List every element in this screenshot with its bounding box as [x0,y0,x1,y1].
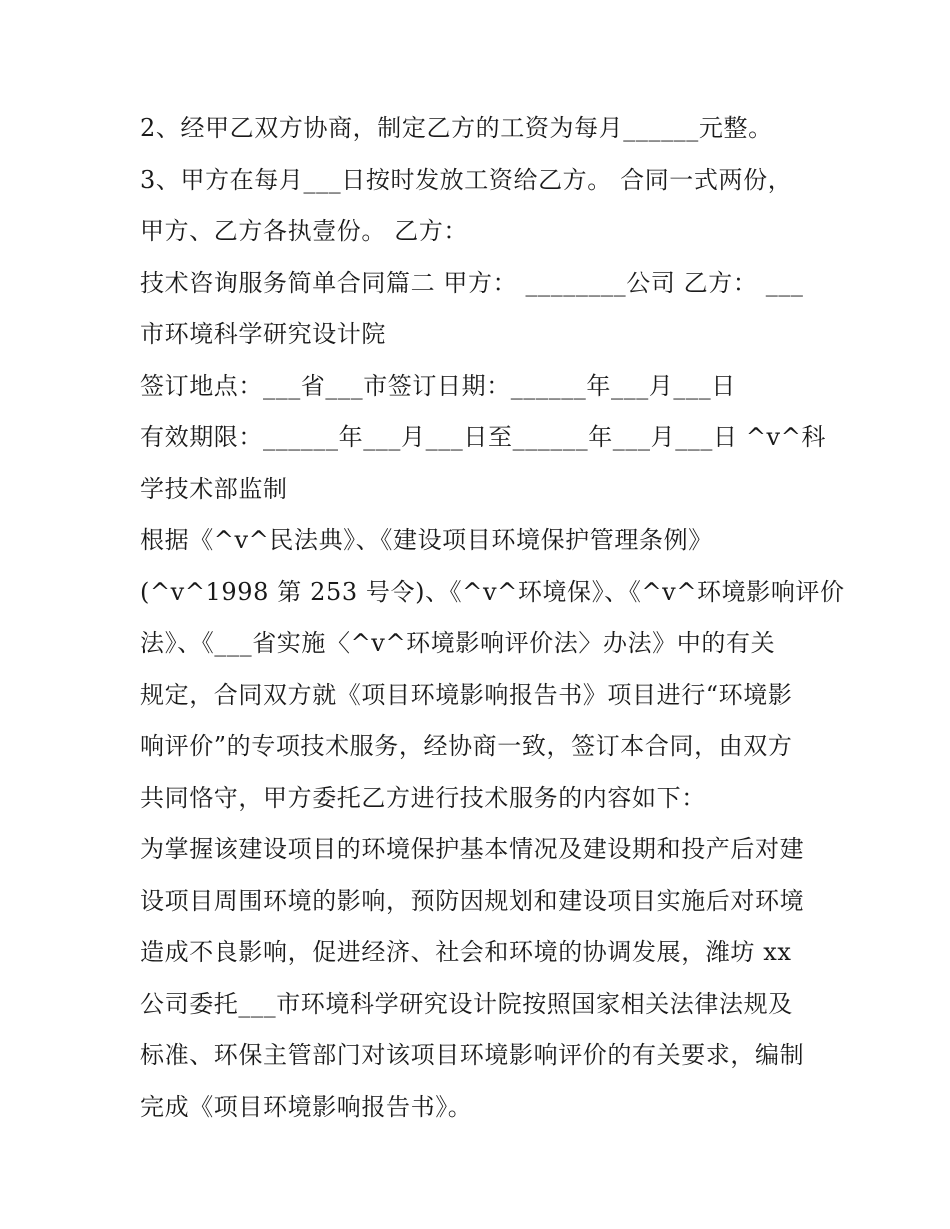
text-line: 技术咨询服务简单合同篇二 甲方： ________公司 乙方： ___ [140,268,804,297]
text-line: 根据《^v^民法典》、《建设项目环境保护管理条例》 [140,526,713,554]
text-line: 市环境科学研究设计院 [140,320,386,348]
text-line: 响评价”的专项技术服务，经协商一致，签订本合同，由双方 [140,732,793,760]
text-line: 有效期限：______年___月___日至______年___月___日 ^v^科 [140,423,827,451]
text-line: 公司委托___市环境科学研究设计院按照国家相关法律法规及 [140,989,793,1018]
text-line: 设项目周围环境的影响，预防因规划和建设项目实施后对环境 [140,886,805,915]
text-line: 完成《项目环境影响报告书》。 [140,1092,473,1121]
text-line: 共同恪守，甲方委托乙方进行技术服务的内容如下： [140,783,706,812]
text-line: 甲方、乙方各执壹份。 乙方： [140,217,469,245]
text-line: 规定，合同双方就《项目环境影响报告书》项目进行“环境影 [140,680,793,709]
text-line: 签订地点：___省___市签订日期：______年___月___日 [140,371,736,400]
text-line: 2、经甲乙双方协商，制定乙方的工资为每月______元整。 [140,114,773,142]
text-line: 标准、环保主管部门对该项目环境影响评价的有关要求，编制 [140,1041,805,1069]
text-line: (^v^1998 第 253 号令)、《^v^环境保》、《^v^环境影响评价 [140,577,845,606]
document-body [140,103,845,1133]
text-line: 3、甲方在每月___日按时发放工资给乙方。 合同一式两份， [140,165,793,194]
text-line: 为掌握该建设项目的环境保护基本情况及建设期和投产后对建 [140,835,805,863]
text-line: 法》、《___省实施〈^v^环境影响评价法〉办法》中的有关 [140,629,776,657]
text-line: 造成不良影响，促进经济、社会和环境的协调发展，潍坊 xx [140,938,792,966]
text-line: 学技术部监制 [140,474,288,503]
